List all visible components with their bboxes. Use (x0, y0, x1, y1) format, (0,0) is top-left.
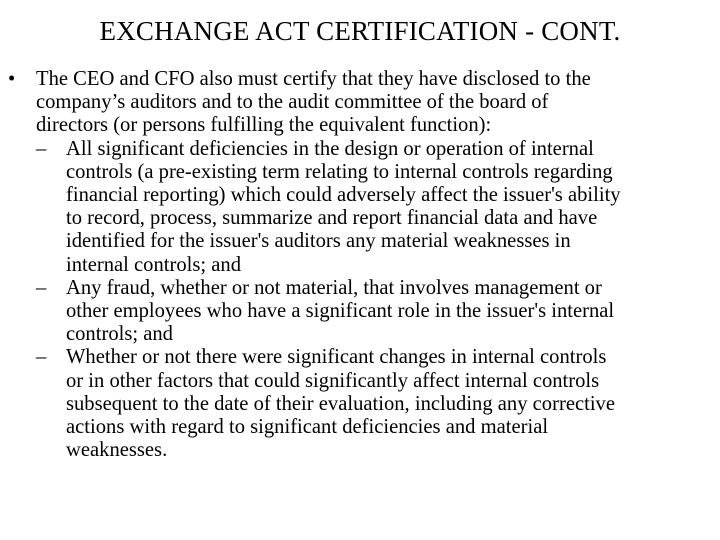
sub-bullet-text (66, 346, 714, 462)
sub-bullet-text (66, 138, 714, 277)
text-line: Any fraud, whether or not material, that involves management or (66, 276, 602, 299)
text-line: actions with regard to significant deficiencies and material (66, 416, 549, 439)
sub-bullet-fraud (0, 277, 714, 347)
text-line: company’s auditors and to the audit committee of the board of (36, 91, 549, 114)
dash-icon: – (36, 276, 47, 299)
text-line: controls (a pre-existing term relating to internal controls regarding (66, 160, 613, 183)
text-line: other employees who have a significant role in the issuer's internal (66, 300, 615, 323)
text-line: to record, process, summarize and report financial data and have (66, 207, 598, 230)
text-line: controls; and (66, 323, 173, 346)
sub-bullet-changes (0, 346, 714, 462)
slide-title: EXCHANGE ACT CERTIFICATION - CONT. (99, 16, 621, 46)
sub-bullet-list (0, 138, 714, 463)
main-bullet (0, 68, 714, 138)
text-line: internal controls; and (66, 253, 241, 276)
main-bullet-text (36, 68, 714, 138)
text-line: or in other factors that could significantly affect internal controls (66, 369, 600, 392)
sub-bullet-text (66, 277, 714, 347)
text-line: All significant deficiencies in the design or operation of internal (66, 137, 594, 160)
text-line: directors (or persons fulfilling the equivalent function): (36, 114, 492, 137)
text-line: The CEO and CFO also must certify that they have disclosed to the (36, 68, 591, 90)
text-line: identified for the issuer's auditors any material weaknesses in (66, 230, 571, 253)
text-line: weaknesses. (66, 439, 168, 462)
dash-icon: – (36, 346, 47, 369)
bullet-icon: • (8, 68, 16, 90)
sub-bullet-deficiencies (0, 138, 714, 277)
dash-icon: – (36, 137, 47, 160)
text-line: subsequent to the date of their evaluation, including any corrective (66, 392, 615, 415)
text-line: Whether or not there were significant changes in internal controls (66, 346, 607, 369)
text-line: financial reporting) which could adversely affect the issuer's ability (66, 184, 621, 207)
slide-body (0, 68, 714, 462)
